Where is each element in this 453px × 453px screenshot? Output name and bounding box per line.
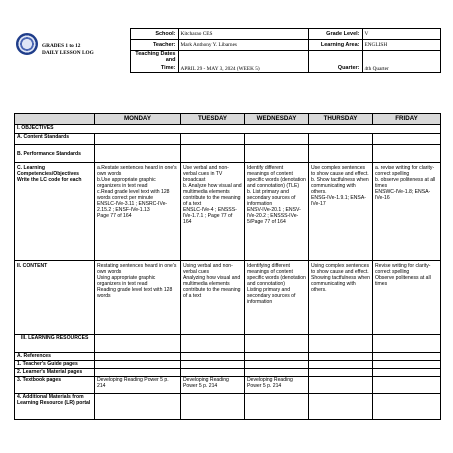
learners-material-cell [181, 369, 245, 377]
dates-value: APRIL 29 - MAY 3, 2024 (WEEK 5) [178, 51, 308, 73]
content-standards-cell [181, 134, 245, 145]
day-header-thursday: THURSDAY [309, 114, 373, 125]
references-cell [95, 353, 181, 361]
learning-resources-cell [309, 335, 373, 353]
competencies-thursday: Use complex sentences to show cause and effect. b. Show tactfulness when communicating with others. ENSG-IVe-1.9.1; ENSA-IVe-17 [309, 163, 373, 261]
learning-area-value: ENGLISH [362, 40, 440, 51]
references-cell [181, 353, 245, 361]
learning-resources-label: III. LEARNING RESOURCES [15, 335, 95, 353]
content-standards-cell [373, 134, 441, 145]
additional-materials-label: 4. Additional Materials from Learning Resource (LR) portal [15, 394, 95, 420]
teacher-label: Teacher: [130, 40, 178, 51]
objectives-heading: I. OBJECTIVES [15, 125, 441, 134]
teachers-guide-cell [95, 361, 181, 369]
title-line1: GRADES 1 to 12 [42, 43, 81, 50]
content-thursday: Using complex sentences to show cause and effect. Showing tactfulness when communicating with others. [309, 261, 373, 335]
learners-material-label: 2. Learner's Material pages [15, 369, 95, 377]
textbook-pages-tuesday: Developing Reading Power 5 p. 214 [181, 377, 245, 394]
additional-materials-cell [309, 394, 373, 420]
content-friday: Revise writing for clarity-correct spelling Observe politeness at all times [373, 261, 441, 335]
textbook-pages-friday [373, 377, 441, 394]
references-label: A. References [15, 353, 95, 361]
references-cell [309, 353, 373, 361]
learning-resources-cell [95, 335, 181, 353]
header-table [14, 28, 441, 73]
dates-label-line2: Time: [130, 64, 178, 73]
textbook-pages-thursday [309, 377, 373, 394]
quarter-value: 4th Quarter [362, 51, 440, 73]
content-monday: Restating sentences heard in one's own words Using appropriate graphic organizers in text read Reading grade level text with 128 words [95, 261, 181, 335]
day-header-tuesday: TUESDAY [181, 114, 245, 125]
learners-material-cell [373, 369, 441, 377]
learning-resources-cell [373, 335, 441, 353]
performance-standards-label: B. Performance Standards [15, 145, 95, 163]
day-header-monday: MONDAY [95, 114, 181, 125]
references-cell [373, 353, 441, 361]
learners-material-cell [95, 369, 181, 377]
teachers-guide-cell [181, 361, 245, 369]
content-standards-cell [309, 134, 373, 145]
performance-standards-cell [373, 145, 441, 163]
deped-seal-icon [16, 33, 38, 55]
school-label: School: [130, 29, 178, 40]
learning-area-label: Learning Area: [308, 40, 362, 51]
teachers-guide-cell [309, 361, 373, 369]
competencies-wednesday: Identify different meanings of content specific words (denotation and connotation) (TLE) b. List primary and secondary sources of information ENSV-IVe-20.1 ; ENSV-IVe-20.2 ; ENSSS-IVe-5/Page 77 of 164 [245, 163, 309, 261]
quarter-label: Quarter: [308, 51, 362, 73]
content-standards-cell [95, 134, 181, 145]
content-label: II. CONTENT [15, 261, 95, 335]
performance-standards-cell [309, 145, 373, 163]
additional-materials-cell [95, 394, 181, 420]
corner-cell [15, 114, 95, 125]
learners-material-cell [309, 369, 373, 377]
teachers-guide-label: 1. Teacher's Guide pages [15, 361, 95, 369]
teachers-guide-cell [245, 361, 309, 369]
dates-label-line1: Teaching Dates and [130, 51, 178, 64]
content-wednesday: Identifying different meanings of content specific words (denotation and connotation) Listing primary and secondary sources of information [245, 261, 309, 335]
additional-materials-cell [373, 394, 441, 420]
competencies-monday: a.Restate sentences heard in one's own words b.Use appropriate graphic organizers in text read c.Read grade level text with 128 words correct per minute ENSLC-IVe-3.11 ; ENSRC-IVe-2.15.2 ; ENSF-IVe-1.13 Page 77 of 164 [95, 163, 181, 261]
grade-level-value: V [362, 29, 440, 40]
deped-seal-cell [14, 29, 40, 73]
competencies-label: C. Learning Competencies/Objectives Write the LC code for each [15, 163, 95, 261]
learning-resources-cell [245, 335, 309, 353]
performance-standards-cell [245, 145, 309, 163]
content-standards-cell [245, 134, 309, 145]
log-title [40, 29, 130, 73]
references-cell [245, 353, 309, 361]
performance-standards-cell [95, 145, 181, 163]
additional-materials-cell [245, 394, 309, 420]
day-header-friday: FRIDAY [373, 114, 441, 125]
lesson-table [14, 113, 441, 420]
school-value: Kitcharao CES [178, 29, 308, 40]
additional-materials-cell [181, 394, 245, 420]
day-header-wednesday: WEDNESDAY [245, 114, 309, 125]
textbook-pages-wednesday: Developing Reading Power 5 p. 214 [245, 377, 309, 394]
teacher-value: Mark Anthony Y. Libarnes [178, 40, 308, 51]
teachers-guide-cell [373, 361, 441, 369]
textbook-pages-label: 3. Textbook pages [15, 377, 95, 394]
textbook-pages-monday: Developing Reading Power 5 p. 214 [95, 377, 181, 394]
competencies-friday: a. revise writing for clarity-correct spelling b. observe politeness at all times ENSWC-IVe-1.8; ENSA-IVe-16 [373, 163, 441, 261]
learners-material-cell [245, 369, 309, 377]
learning-resources-cell [181, 335, 245, 353]
content-tuesday: Using verbal and non-verbal cues Analyzing how visual and multimedia elements contribute to the meaning of a text [181, 261, 245, 335]
content-standards-label: A. Content Standards [15, 134, 95, 145]
grade-level-label: Grade Level: [308, 29, 362, 40]
performance-standards-cell [181, 145, 245, 163]
title-line2: DAILY LESSON LOG [42, 50, 94, 57]
competencies-tuesday: Use verbal and non-verbal cues in TV broadcast b. Analyze how visual and multimedia elements contribute to the meaning of a text ENSLC-IVe-4 ; ENSSS-IVe-1.7.1 ; Page 77 of 164 [181, 163, 245, 261]
